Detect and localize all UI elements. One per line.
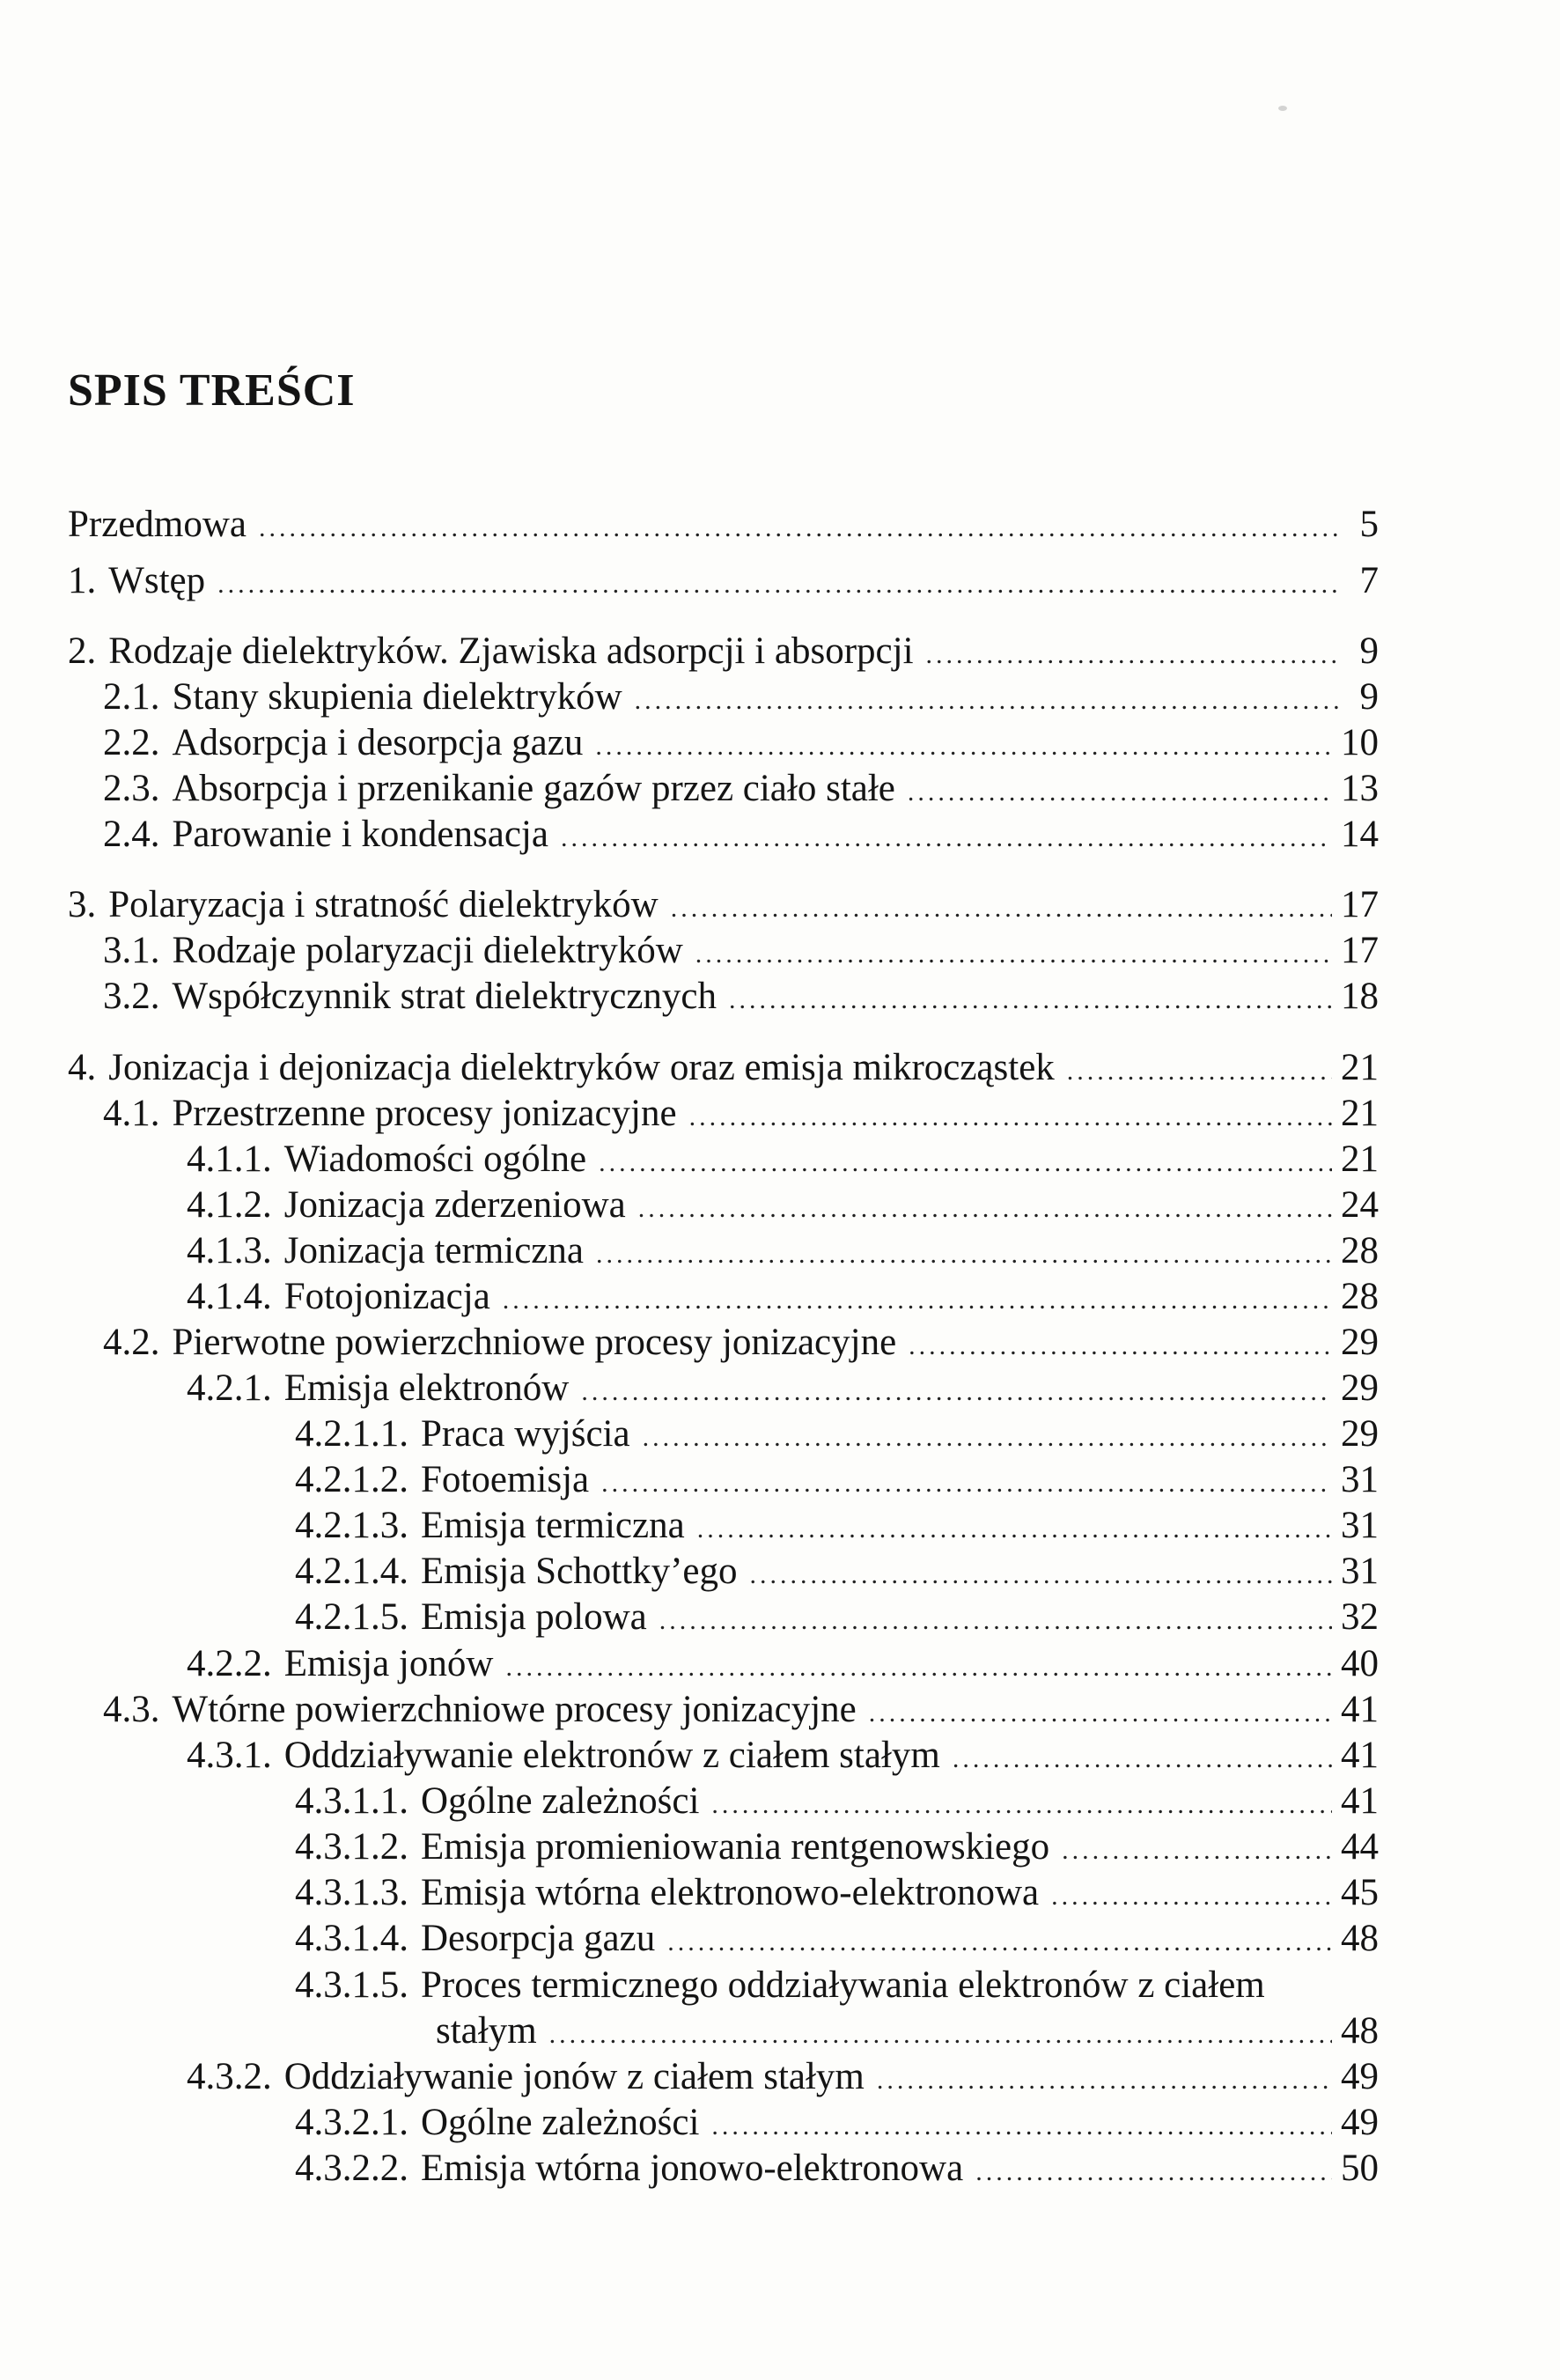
toc-entry-number: 4.3.1.4. [295,1918,408,1959]
toc-entry-page: 29 [1341,1413,1379,1455]
toc-entry [295,1870,1379,1919]
toc-entry-page: 28 [1341,1276,1379,1317]
toc-entry-page: 31 [1341,1459,1379,1500]
toc-entry [295,1411,1379,1461]
toc-entry-title: Stany skupienia dielektryków [172,676,622,718]
toc-entry [187,1137,1379,1186]
toc-entry [68,1045,1379,1094]
toc-entry-number: 4.3.2.1. [295,2102,408,2143]
toc-entry [103,1091,1379,1140]
dot-leader [635,678,1340,724]
toc-entry-title: Emisja promieniowania rentgenowskiego [421,1826,1050,1868]
toc-entry-page: 10 [1341,722,1379,763]
toc-entry-number: 4.1.3. [187,1230,272,1271]
toc-entry-number: 2.4. [103,814,160,855]
toc-entry-title: Parowanie i kondensacja [172,814,548,855]
toc-entry-page: 31 [1341,1551,1379,1592]
dot-leader [596,1232,1332,1278]
toc-entry [295,1779,1379,1828]
dot-leader [869,1691,1332,1736]
toc-entry-page: 28 [1341,1230,1379,1271]
toc-entry-title: Jonizacja termiczna [283,1230,584,1271]
toc-entry-number: 2. [68,630,97,672]
toc-entry-title: Ogólne zależności [421,1780,700,1822]
toc-entry-title: Polaryzacja i stratność dielektryków [108,884,659,925]
dot-leader [697,1507,1332,1552]
toc-entry-number: 4.3.2. [187,2056,272,2097]
toc-entry [187,1274,1379,1323]
toc-entry-page: 9 [1359,676,1379,718]
toc-entry-page: 40 [1341,1643,1379,1684]
dot-leader [643,1415,1332,1461]
toc-entry [68,558,1379,608]
toc-entry-title: Przestrzenne procesy jonizacyjne [172,1093,677,1134]
toc-entry-title: Emisja elektronów [283,1367,570,1409]
toc-entry-number: 1. [68,560,97,601]
dot-leader [599,1140,1332,1186]
toc-entry-page: 21 [1341,1138,1379,1180]
toc-entry-page: 41 [1341,1689,1379,1730]
toc-entry-page: 9 [1359,630,1379,672]
toc-entry [295,1595,1379,1644]
toc-entry-page: 41 [1341,1780,1379,1822]
toc-entry-title: Jonizacja zderzeniowa [283,1184,626,1226]
toc-entry [103,1320,1379,1369]
toc-entry-number: 4.1.2. [187,1184,272,1226]
toc-entry-number: 4.2.1.1. [295,1413,408,1455]
toc-entry-number: 4.2.2. [187,1643,272,1684]
dot-leader [908,770,1332,815]
toc-entry-title: Pierwotne powierzchniowe procesy jonizacyjne [172,1322,897,1363]
toc-entry [295,1549,1379,1598]
toc-entry-number: 4.3.1.3. [295,1872,408,1913]
toc-entry [295,2146,1379,2195]
toc-entry-title: Emisja wtórna jonowo-elektronowa [421,2148,964,2189]
toc-entry-title: Ogólne zależności [421,2102,700,2143]
toc-entry-number: 4.1. [103,1093,160,1134]
toc-entry-number: 2.2. [103,722,160,763]
dot-leader [581,1369,1332,1415]
toc-entry-page: 21 [1341,1093,1379,1134]
toc-entry-page: 45 [1341,1872,1379,1913]
dot-leader [659,1598,1332,1644]
toc-entry-number: 4.3. [103,1689,160,1730]
toc-entry-title: Rodzaje polaryzacji dielektryków [172,930,683,971]
dot-leader [503,1278,1332,1323]
toc-entry-page: 13 [1341,768,1379,809]
toc-entry [295,1503,1379,1552]
toc-entry-page: 32 [1341,1596,1379,1638]
toc-entry-number: 4.3.2.2. [295,2148,408,2189]
toc-entry-title: Oddziaływanie jonów z ciałem stałym [283,2056,865,2097]
toc-entry-number: 2.3. [103,768,160,809]
toc-entry [103,720,1379,770]
dot-leader [749,1552,1332,1598]
toc-entry [187,1641,1379,1691]
toc-entry [295,2100,1379,2149]
toc-entry-page: 49 [1341,2056,1379,2097]
toc-entry-page: 24 [1341,1184,1379,1226]
toc-entry-title: Przedmowa [68,504,247,545]
dot-leader [667,1919,1332,1965]
toc-entry [68,502,1379,551]
toc-entry-title: Proces termicznego oddziaływania elektronów z ciałem [421,1964,1265,2006]
dot-leader [259,505,1340,551]
dot-leader [953,1736,1332,1782]
toc-entry [103,812,1379,861]
toc-entry-number: 4. [68,1047,97,1088]
toc-entry [295,1916,1379,1965]
toc-entry-title: Desorpcja gazu [421,1918,656,1959]
dot-leader [505,1645,1332,1691]
dot-leader [561,815,1332,861]
dot-leader [1051,1874,1332,1919]
toc-entry-title: Emisja wtórna elektronowo-elektronowa [421,1872,1040,1913]
toc-entry-number: 4.1.4. [187,1276,272,1317]
toc-entry-page: 29 [1341,1367,1379,1409]
toc-entry-number: 4.2.1. [187,1367,272,1409]
toc-entry-page: 21 [1341,1047,1379,1088]
toc-entry [103,674,1379,724]
toc-entry [68,629,1379,678]
toc-entry [187,2054,1379,2104]
toc-entry-title: Wiadomości ogólne [283,1138,587,1180]
toc-entry [103,1687,1379,1736]
dot-leader [217,562,1340,608]
toc-entry-page: 29 [1341,1322,1379,1363]
toc-entry-number: 4.1.1. [187,1138,272,1180]
dot-leader [711,2104,1332,2149]
toc-entry-title: Współczynnik strat dielektrycznych [172,976,717,1017]
toc-entry-title: Fotoemisja [421,1459,590,1500]
toc-entry-page: 48 [1341,1918,1379,1959]
toc-entry-title: Adsorpcja i desorpcja gazu [172,722,584,763]
toc-entry-page: 31 [1341,1505,1379,1546]
dot-leader [1062,1828,1332,1874]
toc-entry [187,1183,1379,1232]
toc-entry-number: 2.1. [103,676,160,718]
toc-entry [68,882,1379,932]
dot-leader [909,1323,1332,1369]
toc-entry-page: 48 [1341,2010,1379,2052]
toc-entry-page: 41 [1341,1735,1379,1776]
toc-entry-title: Fotojonizacja [283,1276,490,1317]
toc-entry-page: 17 [1341,884,1379,925]
toc-entry-title: Emisja Schottky’ego [421,1551,738,1592]
toc-entry-number: 3.1. [103,930,160,971]
toc-entry-number: 4.2.1.5. [295,1596,408,1638]
toc-entry-continuation [436,2008,1379,2058]
toc-entry-title: Emisja jonów [283,1643,494,1684]
scan-speck [1278,106,1287,111]
toc-entry [103,974,1379,1023]
toc-entry-title: Wtórne powierzchniowe procesy jonizacyjne [172,1689,857,1730]
toc-entry [295,1963,1379,2008]
toc-entry-title: Wstęp [108,560,206,601]
toc-entry-number: 3.2. [103,976,160,1017]
dot-leader [926,632,1340,678]
page-title: SPIS TREŚCI [68,365,356,416]
dot-leader [549,2012,1332,2058]
toc-entry-page: 17 [1341,930,1379,971]
toc-entry-page: 50 [1341,2148,1379,2189]
dot-leader [975,2149,1332,2195]
dot-leader [877,2058,1332,2104]
toc-entry [187,1366,1379,1415]
toc-entry-page: 14 [1341,814,1379,855]
dot-leader [689,1094,1332,1140]
dot-leader [595,724,1332,770]
toc-entry-page: 5 [1359,504,1379,545]
toc-entry-number: 4.3.1.5. [295,1964,408,2006]
toc-entry [103,928,1379,977]
dot-leader [729,977,1332,1023]
toc-entry-title-continued: stałym [436,2010,537,2052]
toc-entry-title: Oddziaływanie elektronów z ciałem stałym [283,1735,940,1776]
toc-entry-number: 4.2.1.4. [295,1551,408,1592]
toc-entry-title: Emisja polowa [421,1596,647,1638]
dot-leader [638,1186,1332,1232]
toc-entry-page: 44 [1341,1826,1379,1868]
toc-entry [187,1733,1379,1782]
dot-leader [1067,1049,1332,1094]
toc-entry-number: 4.3.1.1. [295,1780,408,1822]
toc-entry [103,766,1379,815]
toc-entry-page: 49 [1341,2102,1379,2143]
toc-entry [295,1824,1379,1874]
toc-entry-title: Praca wyjścia [421,1413,630,1455]
dot-leader [695,932,1332,977]
toc-entry [187,1228,1379,1278]
toc-entry-number: 4.2.1.3. [295,1505,408,1546]
dot-leader [671,886,1332,932]
toc-entry-title: Absorpcja i przenikanie gazów przez ciało stałe [172,768,895,809]
toc-entry [295,1457,1379,1507]
toc-entry-number: 4.2.1.2. [295,1459,408,1500]
toc-entry-number: 3. [68,884,97,925]
dot-leader [711,1782,1332,1828]
toc-entry-number: 4.3.1.2. [295,1826,408,1868]
toc-entry-number: 4.2. [103,1322,160,1363]
toc-entry-title: Emisja termiczna [421,1505,685,1546]
dot-leader [601,1461,1332,1507]
toc-entry-title: Jonizacja i dejonizacja dielektryków oraz emisja mikrocząstek [108,1047,1055,1088]
toc-entry-title: Rodzaje dielektryków. Zjawiska adsorpcji i absorpcji [108,630,914,672]
toc-entry-number: 4.3.1. [187,1735,272,1776]
toc-entry-page: 18 [1341,976,1379,1017]
toc-entry-page: 7 [1359,560,1379,601]
